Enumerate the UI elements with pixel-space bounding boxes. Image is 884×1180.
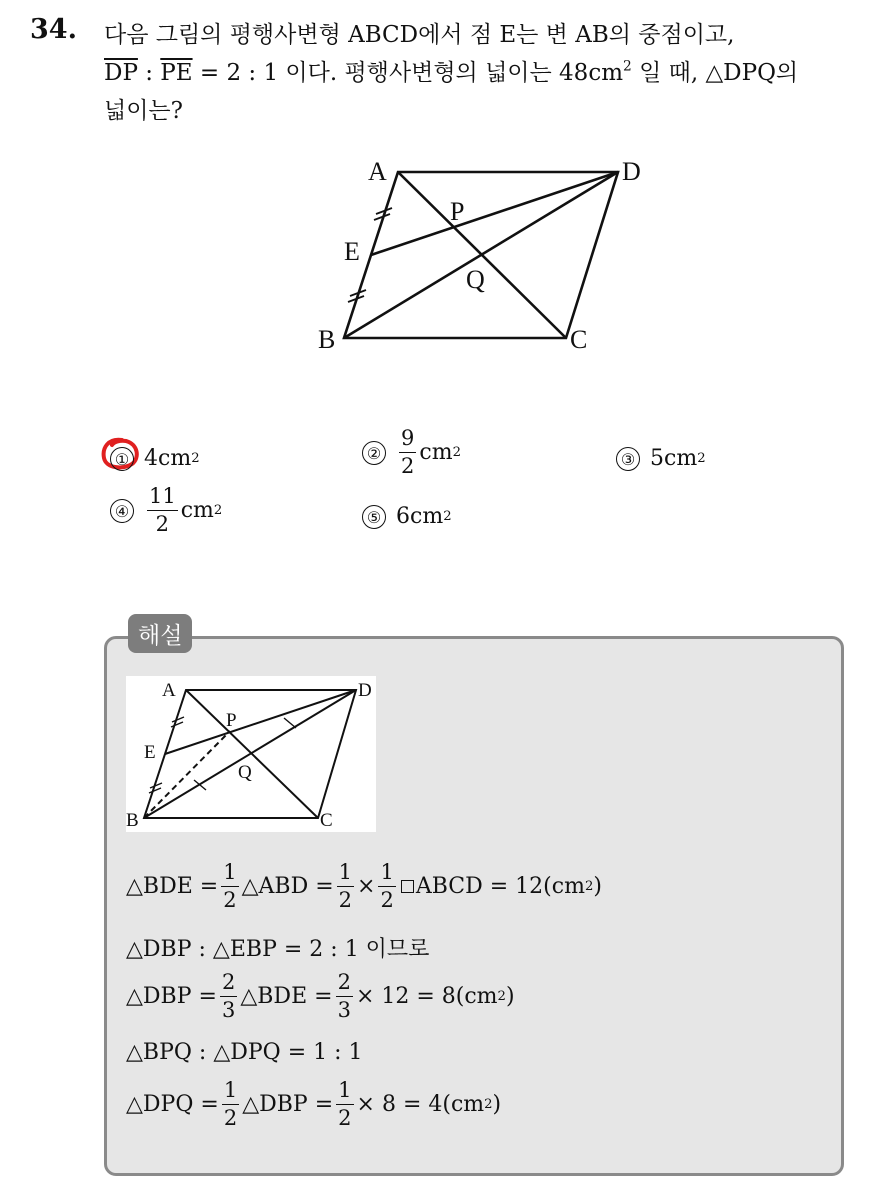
- numerator: 1: [336, 1080, 353, 1105]
- superscript: 2: [623, 58, 632, 75]
- expr-part: ABCD = 12(cm: [415, 874, 585, 899]
- denominator: 2: [338, 1106, 352, 1130]
- numerator: 1: [222, 1080, 239, 1105]
- expr-part: × 8 = 4(cm: [356, 1092, 485, 1117]
- denominator: 3: [337, 998, 351, 1022]
- choice-number: ③: [616, 447, 640, 471]
- label-b: B: [318, 325, 336, 354]
- numerator: 11: [147, 486, 178, 511]
- segment-ed: [165, 690, 356, 754]
- expr-part: △DBP =: [126, 984, 217, 1009]
- denominator: 2: [223, 888, 237, 912]
- expr-part: ): [593, 874, 602, 899]
- choice-number: ④: [110, 499, 134, 523]
- denominator: 2: [155, 512, 170, 536]
- denominator: 2: [338, 888, 353, 912]
- denominator: 2: [380, 888, 394, 912]
- question-text-line1: 다음 그림의 평행사변형 ABCD에서 점 E는 변 AB의 중점이고,: [104, 22, 735, 48]
- denominator: 3: [221, 998, 236, 1022]
- ratio-separator: :: [137, 60, 161, 86]
- label-a: A: [368, 157, 387, 186]
- question-text-line2-rest: = 2 : 1 이다. 평행사변형의 넓이는 48cm: [192, 60, 624, 86]
- expr-part: ): [492, 1092, 502, 1117]
- choice-text: 5cm: [650, 446, 698, 471]
- label-p: P: [226, 710, 237, 731]
- label-c: C: [320, 810, 333, 831]
- label-d: D: [358, 680, 372, 701]
- denominator: 2: [401, 454, 415, 478]
- parallelogram-figure: [300, 150, 660, 360]
- expr-part: △BDE =: [240, 984, 333, 1009]
- fraction: [336, 972, 353, 1021]
- tick-mark: [149, 788, 161, 793]
- choice-text: cm: [419, 440, 453, 465]
- parallelogram-symbol: [401, 880, 414, 893]
- expr-part: × 12 = 8(cm: [355, 984, 498, 1009]
- question-text-line2: [104, 54, 798, 87]
- choice-text: 6cm: [396, 504, 444, 529]
- numerator: 9: [399, 428, 416, 453]
- question-number: 34.: [30, 14, 77, 45]
- choice-text: cm: [180, 498, 214, 523]
- expr-part: ): [505, 984, 515, 1009]
- choice-text: 4cm: [144, 446, 192, 471]
- numerator: 2: [336, 972, 353, 997]
- solution-line-3: △DBP = $\frac{2}{3}$ △BDE = $\frac{2}{3}$ × 12 = 8(cm 2 ): [126, 970, 515, 1022]
- numerator: 1: [337, 862, 354, 887]
- fraction: [221, 862, 238, 911]
- segment-ed: [371, 172, 618, 255]
- expr-part: △DPQ =: [126, 1092, 219, 1117]
- numerator: 1: [221, 862, 238, 887]
- label-e: E: [144, 742, 156, 763]
- label-c: C: [570, 325, 588, 354]
- solution-line-1: △BDE = $\frac{1}{2}$ △ABD = $\frac{1}{2}$ × $\frac{1}{2}$ ABCD = 12(cm 2 ): [126, 860, 602, 912]
- label-p: P: [450, 197, 465, 226]
- fraction: [336, 1080, 353, 1129]
- numerator: 1: [378, 862, 395, 887]
- fraction: [222, 1080, 239, 1129]
- fraction: [220, 972, 237, 1021]
- fraction: [147, 486, 178, 535]
- solution-line-4: △BPQ : △DPQ = 1 : 1: [126, 1040, 363, 1065]
- choice-3[interactable]: ③ 5cm 2: [616, 446, 706, 471]
- choice-1[interactable]: ① 4cm 2: [110, 446, 200, 471]
- label-a: A: [162, 680, 176, 701]
- diagonal-bd: [344, 172, 618, 338]
- solution-line-2: △DBP : △EBP = 2 : 1 이므로: [126, 937, 430, 962]
- tick-mark: [171, 722, 183, 727]
- fraction: [337, 862, 354, 911]
- expr-part: △DBP =: [242, 1092, 334, 1117]
- question-text-line2-end: 일 때, △DPQ의: [631, 60, 799, 86]
- choice-2[interactable]: ② $\frac{9}{2}$ cm 2: [362, 428, 461, 477]
- choice-number: ①: [110, 447, 134, 471]
- solution-figure: [126, 676, 376, 832]
- choice-5[interactable]: ⑤ 6cm 2: [362, 504, 452, 529]
- choice-4[interactable]: ④ $\frac{11}{2}$ cm 2: [110, 486, 222, 535]
- expr-part: △ABD =: [241, 874, 334, 899]
- label-e: E: [344, 237, 360, 266]
- fraction: [378, 862, 395, 911]
- numerator: 2: [220, 972, 237, 997]
- label-q: Q: [238, 762, 252, 783]
- solution-line-5: △DPQ = $\frac{1}{2}$ △DBP = $\frac{1}{2}$ × 8 = 4(cm 2 ): [126, 1078, 502, 1130]
- choice-number: ②: [362, 441, 386, 465]
- denominator: 2: [223, 1106, 238, 1130]
- segment-dp: $\overline{DP}$: [104, 60, 138, 86]
- label-q: Q: [466, 265, 485, 294]
- solution-tag: 해설: [128, 614, 192, 653]
- fraction: [399, 428, 416, 477]
- expr-part: △BDE =: [126, 874, 219, 899]
- label-d: D: [622, 157, 641, 186]
- question-text-line3: 넓이는?: [104, 98, 183, 124]
- segment-pe: $\overline{PE}$: [160, 60, 193, 86]
- choice-number: ⑤: [362, 505, 386, 529]
- label-b: B: [126, 810, 139, 831]
- tick-mark: [284, 718, 296, 728]
- expr-part: ×: [357, 874, 376, 899]
- tick-mark: [172, 717, 184, 722]
